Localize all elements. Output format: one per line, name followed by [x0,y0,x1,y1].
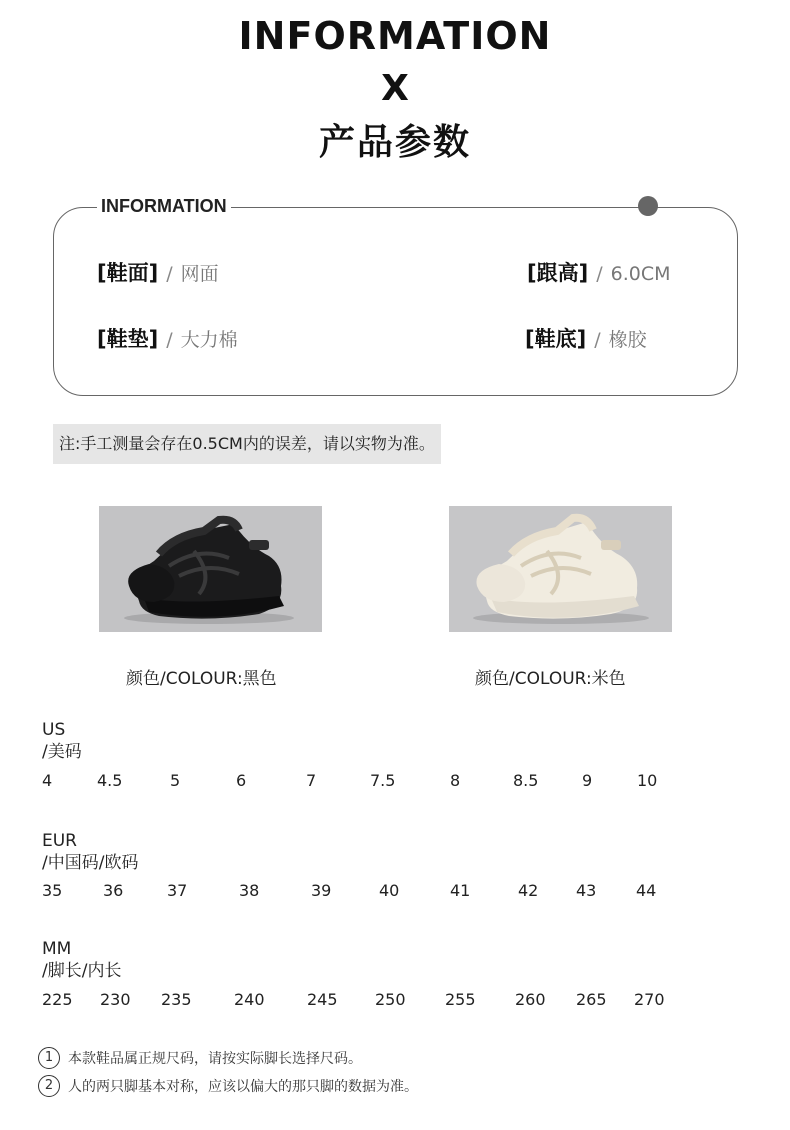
size-cell: 260 [515,990,546,1009]
size-label-us [42,719,82,763]
size-cell: 250 [375,990,406,1009]
spec-key: [跟高] [527,261,589,285]
color-label-black: 颜色/COLOUR:黑色 [126,669,277,689]
color-label-beige: 颜色/COLOUR:米色 [475,669,626,689]
size-label-eur [42,830,138,874]
spec-separator: / [166,329,173,351]
size-cell: 240 [234,990,265,1009]
circled-number-1: 1 [38,1047,60,1069]
size-label-eur-primary: EUR [42,831,77,851]
measurement-note: 注:手工测量会存在0.5CM内的误差，请以实物为准。 [53,424,441,464]
size-cell: 8.5 [513,771,539,790]
size-cell: 9 [582,771,593,790]
dot-icon [638,196,658,216]
size-cell: 4.5 [97,771,123,790]
size-cell: 44 [636,881,657,900]
spec-value: 网面 [180,263,219,285]
circled-number-2: 2 [38,1075,60,1097]
size-label-us-primary: US [42,720,66,740]
size-cell: 7.5 [370,771,396,790]
size-cell: 39 [311,881,332,900]
spec-separator: / [166,263,173,285]
info-card-heading: INFORMATION [97,196,231,217]
spec-separator: / [594,329,601,351]
black-sneaker-image [99,506,322,632]
size-cell: 42 [518,881,539,900]
spec-value: 橡胶 [608,329,647,351]
beige-sneaker-icon [449,506,672,632]
size-cell: 270 [634,990,665,1009]
spec-key: [鞋面] [97,261,159,285]
size-label-mm-secondary: /脚长/内长 [42,961,122,981]
size-cell: 7 [306,771,317,790]
size-cell: 36 [103,881,124,900]
size-cell: 38 [239,881,260,900]
size-cell: 6 [236,771,247,790]
size-cell: 43 [576,881,597,900]
size-cell: 5 [170,771,181,790]
size-label-eur-secondary: /中国码/欧码 [42,853,139,873]
size-cell: 37 [167,881,188,900]
size-cell: 35 [42,881,63,900]
size-label-us-secondary: /美码 [42,742,82,762]
size-cell: 8 [450,771,461,790]
size-cell: 230 [100,990,131,1009]
size-label-mm-primary: MM [42,939,72,959]
size-cell: 40 [379,881,400,900]
black-sneaker-icon [99,506,322,632]
size-label-mm [42,938,121,982]
size-cell: 4 [42,771,53,790]
footnote-2 [38,1075,418,1097]
beige-sneaker-image [449,506,672,632]
spec-value: 大力棉 [180,329,238,351]
size-cell: 41 [450,881,471,900]
spec-insole [97,323,238,353]
footnote-text: 本款鞋品属正规尺码，请按实际脚长选择尺码。 [68,1051,362,1067]
size-cell: 255 [445,990,476,1009]
size-cell: 245 [307,990,338,1009]
info-card [53,207,738,396]
footnote-text: 人的两只脚基本对称，应该以偏大的那只脚的数据为准。 [68,1079,418,1095]
spec-upper [97,257,219,287]
footnote-1 [38,1047,362,1069]
spec-key: [鞋垫] [97,327,159,351]
spec-key: [鞋底] [525,327,587,351]
spec-heel-height [527,257,671,287]
page-title-en: INFORMATION [238,14,552,58]
size-cell: 265 [576,990,607,1009]
spec-value: 6.0CM [610,263,671,285]
size-cell: 225 [42,990,73,1009]
size-cell: 10 [637,771,658,790]
size-cell: 235 [161,990,192,1009]
page-title-cn: 产品参数 [318,122,471,163]
spec-sole [525,323,647,353]
spec-separator: / [596,263,603,285]
page-title-x: X [381,68,409,109]
